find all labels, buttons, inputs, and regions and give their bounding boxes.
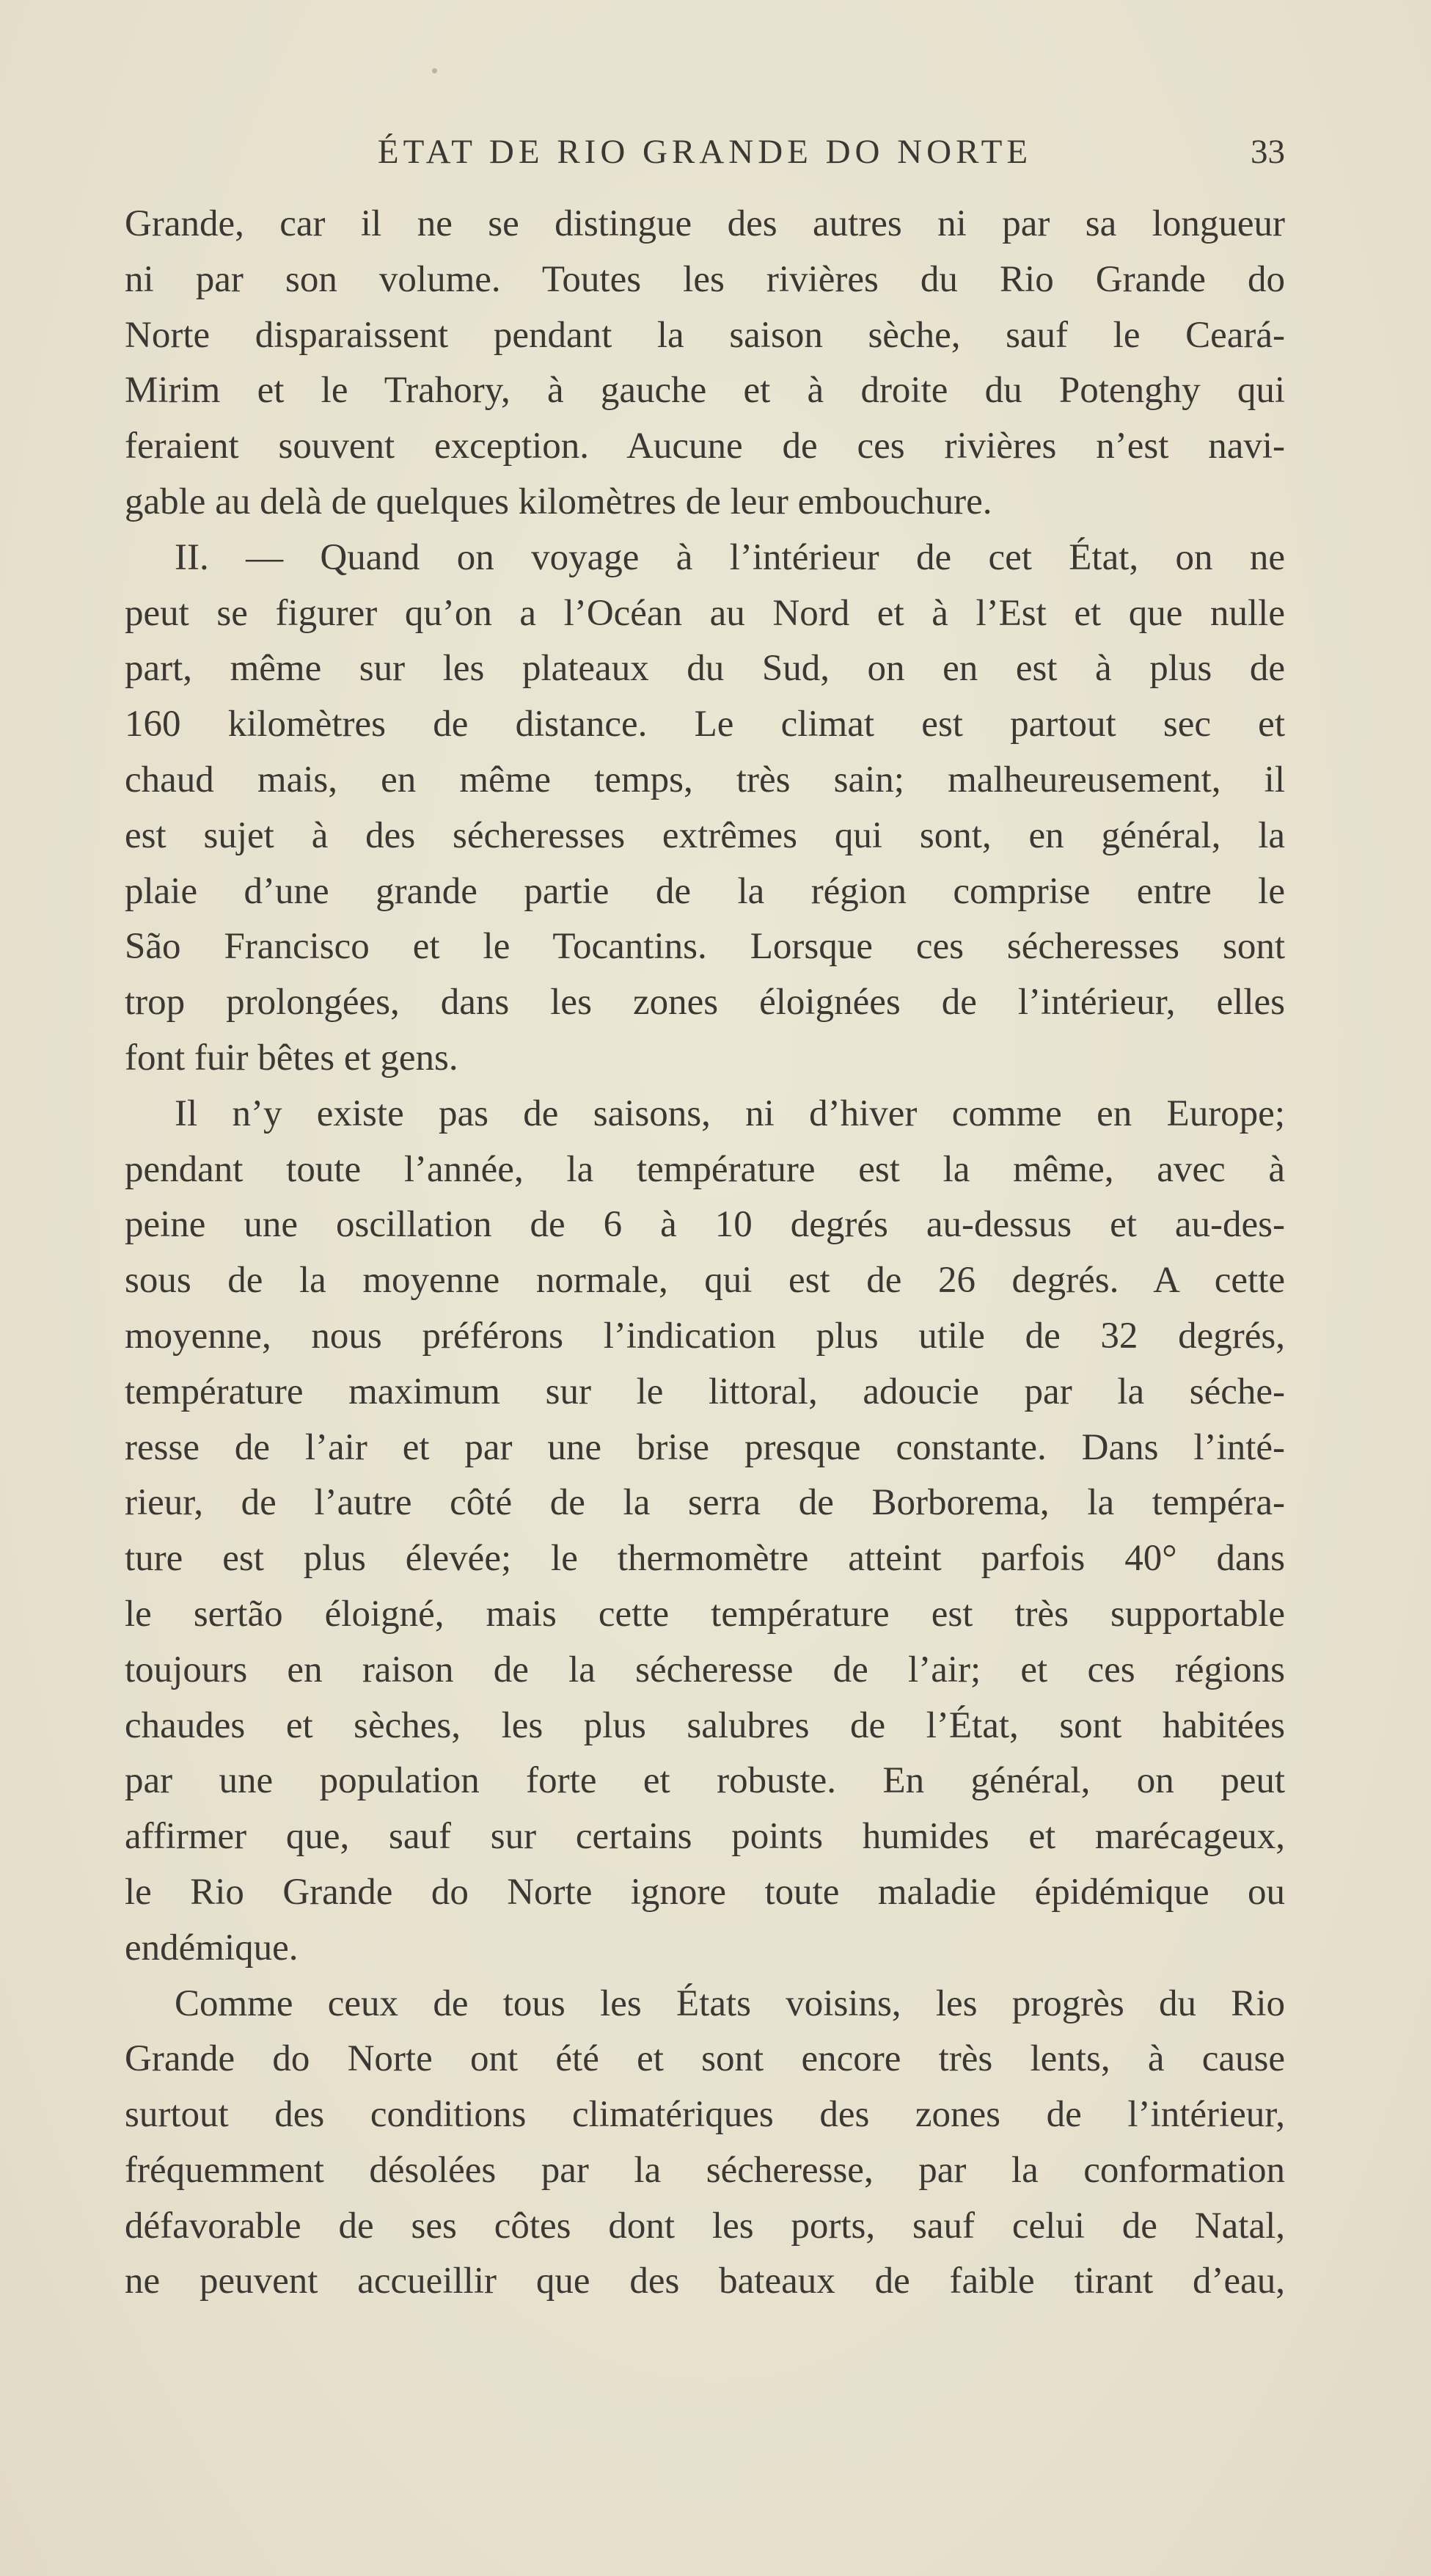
text-line: resse de l’air et par une brise presque constante. Dans l’inté- bbox=[125, 1426, 1285, 1468]
text-line: température maximum sur le littoral, adoucie par la séche- bbox=[125, 1371, 1285, 1412]
text-line: par une population forte et robuste. En général, on peut bbox=[125, 1760, 1285, 1802]
text-line: affirmer que, sauf sur certains points humides et marécageux, bbox=[125, 1816, 1285, 1858]
text-line: Norte disparaissent pendant la saison sèche, sauf le Ceará- bbox=[125, 314, 1285, 356]
text-line: 160 kilomètres de distance. Le climat est partout sec et bbox=[125, 704, 1285, 745]
text-line: ne peuvent accueillir que des bateaux de faible tirant d’eau, bbox=[125, 2261, 1285, 2302]
paragraph-2 bbox=[125, 530, 1285, 1087]
page-number: 33 bbox=[1251, 133, 1285, 171]
text-line: endémique. bbox=[125, 1927, 299, 1969]
text-line: gable au delà de quelques kilomètres de leur embouchure. bbox=[125, 481, 992, 522]
text-line: chaudes et sèches, les plus salubres de l’État, sont habitées bbox=[125, 1704, 1285, 1746]
text-line: peine une oscillation de 6 à 10 degrés au-dessus et au-des- bbox=[125, 1204, 1285, 1246]
text-line: part, même sur les plateaux du Sud, on en est à plus de bbox=[125, 648, 1285, 690]
text-line: Grande, car il ne se distingue des autres ni par sa longueur bbox=[125, 203, 1285, 244]
text-line: font fuir bêtes et gens. bbox=[125, 1037, 458, 1079]
text-line: fréquemment désolées par la sécheresse, par la conformation bbox=[125, 2149, 1285, 2191]
text-line: Mirim et le Trahory, à gauche et à droite du Potenghy qui bbox=[125, 370, 1285, 412]
text-line: défavorable de ses côtes dont les ports, sauf celui de Natal, bbox=[125, 2205, 1285, 2247]
text-line: le sertão éloigné, mais cette température est très supportable bbox=[125, 1593, 1285, 1635]
text-line: le Rio Grande do Norte ignore toute maladie épidémique ou bbox=[125, 1871, 1285, 1913]
text-line: trop prolongées, dans les zones éloignées de l’intérieur, elles bbox=[125, 982, 1285, 1024]
text-line: peut se figurer qu’on a l’Océan au Nord et à l’Est et que nulle bbox=[125, 592, 1285, 634]
text-line: Comme ceux de tous les États voisins, les progrès du Rio bbox=[175, 1982, 1285, 2024]
text-line: sous de la moyenne normale, qui est de 26 degrés. A cette bbox=[125, 1260, 1285, 1302]
text-line: chaud mais, en même temps, très sain; malheureusement, il bbox=[125, 759, 1285, 800]
paragraph-1 bbox=[125, 197, 1285, 530]
text-line: est sujet à des sécheresses extrêmes qui sont, en général, la bbox=[125, 814, 1285, 856]
text-line: Grande do Norte ont été et sont encore très lents, à cause bbox=[125, 2038, 1285, 2080]
text-line: surtout des conditions climatériques des zones de l’intérieur, bbox=[125, 2094, 1285, 2136]
running-head bbox=[125, 126, 1285, 178]
running-title: ÉTAT DE RIO GRANDE DO NORTE bbox=[377, 133, 1033, 171]
text-line: São Francisco et le Tocantins. Lorsque ces sécheresses sont bbox=[125, 926, 1285, 968]
ink-speck bbox=[432, 68, 437, 73]
text-line: Il n’y existe pas de saisons, ni d’hiver comme en Europe; bbox=[175, 1092, 1285, 1134]
text-line: rieur, de l’autre côté de la serra de Borborema, la tempéra- bbox=[125, 1482, 1285, 1524]
text-line: toujours en raison de la sécheresse de l’air; et ces régions bbox=[125, 1649, 1285, 1690]
text-line: plaie d’une grande partie de la région comprise entre le bbox=[125, 870, 1285, 912]
text-line: feraient souvent exception. Aucune de ces rivières n’est navi- bbox=[125, 426, 1285, 467]
text-line: ni par son volume. Toutes les rivières du Rio Grande do bbox=[125, 258, 1285, 300]
text-line: moyenne, nous préférons l’indication plus utile de 32 degrés, bbox=[125, 1315, 1285, 1357]
text-line: pendant toute l’année, la température est la même, avec à bbox=[125, 1148, 1285, 1190]
paragraph-4 bbox=[125, 1977, 1285, 2310]
body-text bbox=[125, 197, 1285, 2310]
text-line: II. — Quand on voyage à l’intérieur de cet État, on ne bbox=[175, 536, 1285, 578]
paragraph-3 bbox=[125, 1087, 1285, 1977]
text-line: ture est plus élevée; le thermomètre atteint parfois 40° dans bbox=[125, 1538, 1285, 1580]
